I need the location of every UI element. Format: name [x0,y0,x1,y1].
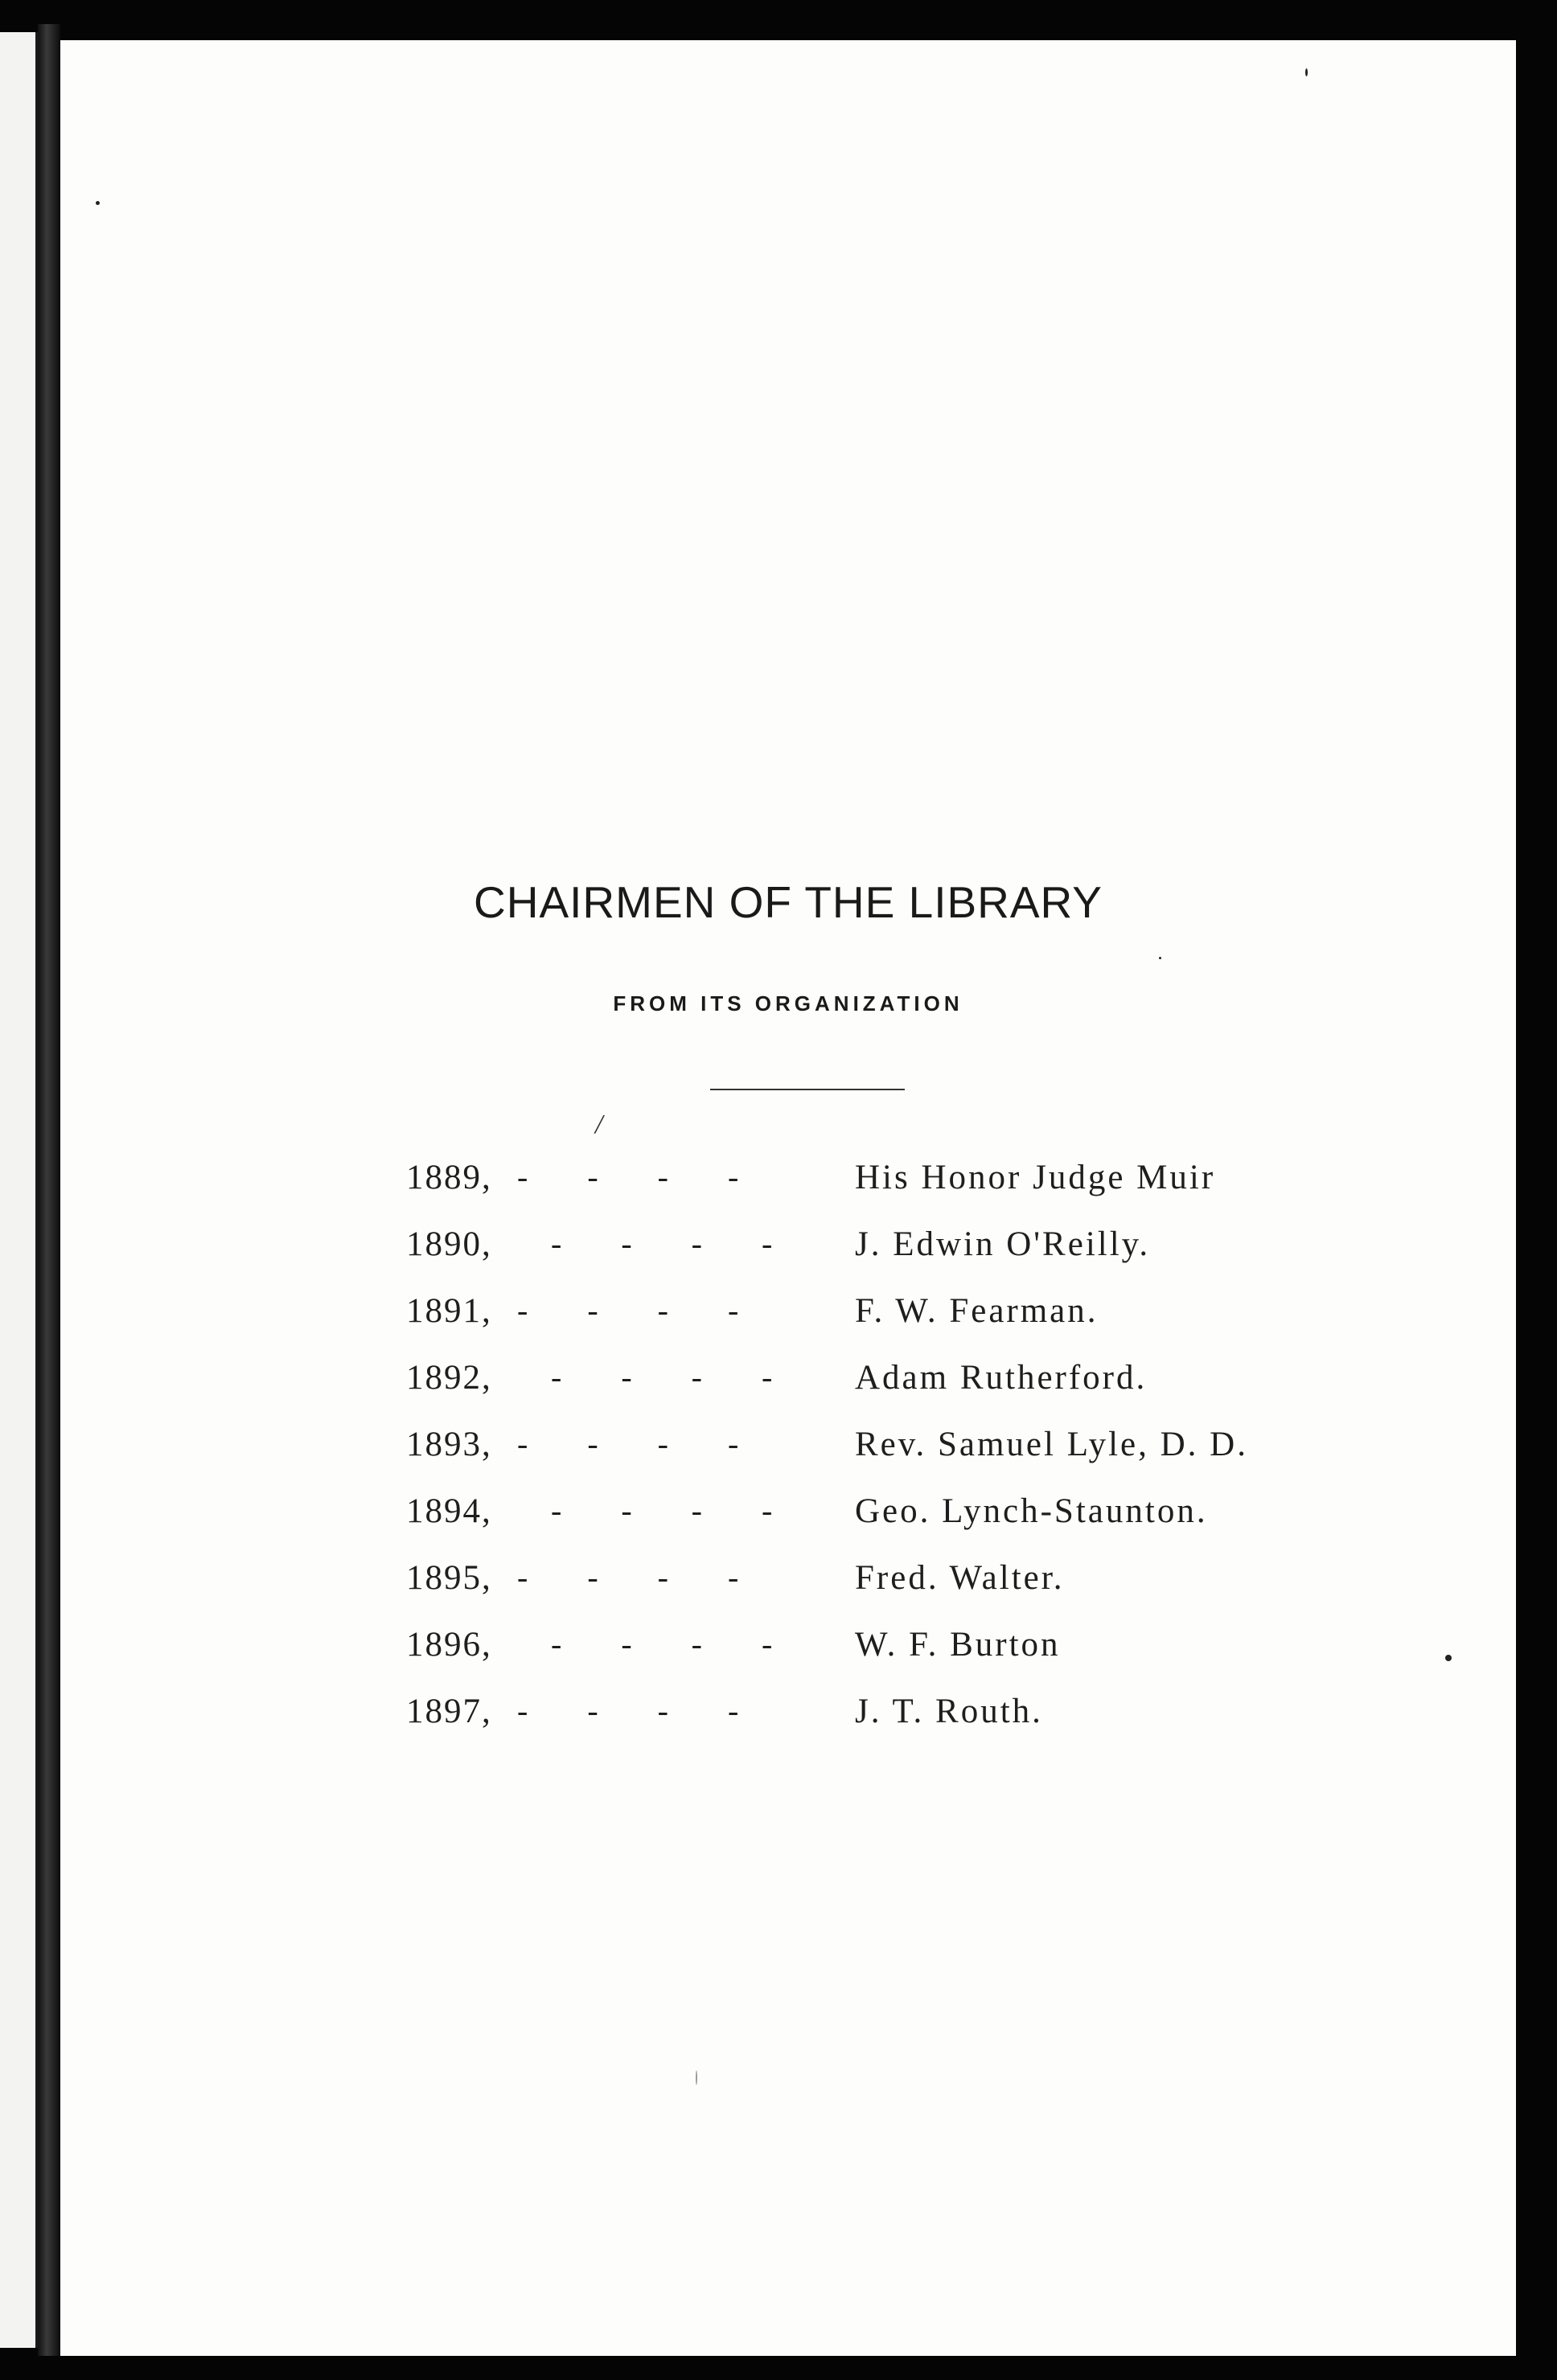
facing-page-edge [0,32,38,2348]
list-item [60,1291,1516,1340]
list-item [60,1692,1516,1740]
list-item [60,1425,1516,1473]
dot-leader: - - - - [517,1159,739,1195]
chair-name: Fred. Walter. [855,1559,1065,1597]
list-item [60,1492,1516,1540]
list-item [60,1225,1516,1273]
list-item [60,1558,1516,1606]
pencil-mark: / [595,1110,603,1139]
chair-year: 1889, [406,1159,492,1196]
chair-name: F. W. Fearman. [855,1292,1099,1330]
dot-leader: - - - - [517,1426,739,1462]
chair-year: 1890, [406,1225,492,1263]
chair-year: 1892, [406,1359,492,1397]
dot-leader: - - - - [551,1359,773,1395]
chair-year: 1893, [406,1426,492,1463]
chair-name: His Honor Judge Muir [855,1159,1216,1196]
chair-name: J. T. Routh. [855,1693,1043,1730]
book-gutter [38,24,60,2356]
dot-leader: - - - - [551,1492,773,1529]
chair-name: J. Edwin O'Reilly. [855,1225,1151,1263]
title-rule [710,1089,905,1090]
dot-leader: - - - - [551,1626,773,1662]
list-item [60,1158,1516,1206]
chair-year: 1897, [406,1693,492,1730]
dot-leader: - - - - [517,1693,739,1729]
chair-name: Rev. Samuel Lyle, D. D. [855,1426,1248,1463]
page [60,40,1516,2356]
chair-year: 1894, [406,1492,492,1530]
chair-year: 1895, [406,1559,492,1597]
chair-name: Geo. Lynch-Staunton. [855,1492,1208,1530]
page-content [60,40,1516,2356]
dot-leader: - - - - [517,1292,739,1328]
list-item [60,1625,1516,1673]
dot-leader: - - - - [517,1559,739,1595]
chair-name: W. F. Burton [855,1626,1061,1664]
page-subtitle: FROM ITS ORGANIZATION [613,991,963,1016]
chair-name: Adam Rutherford. [855,1359,1148,1397]
list-item [60,1358,1516,1406]
chair-year: 1896, [406,1626,492,1664]
chair-year: 1891, [406,1292,492,1330]
page-title: CHAIRMEN OF THE LIBRARY [474,877,1103,927]
dot-leader: - - - - [551,1225,773,1262]
